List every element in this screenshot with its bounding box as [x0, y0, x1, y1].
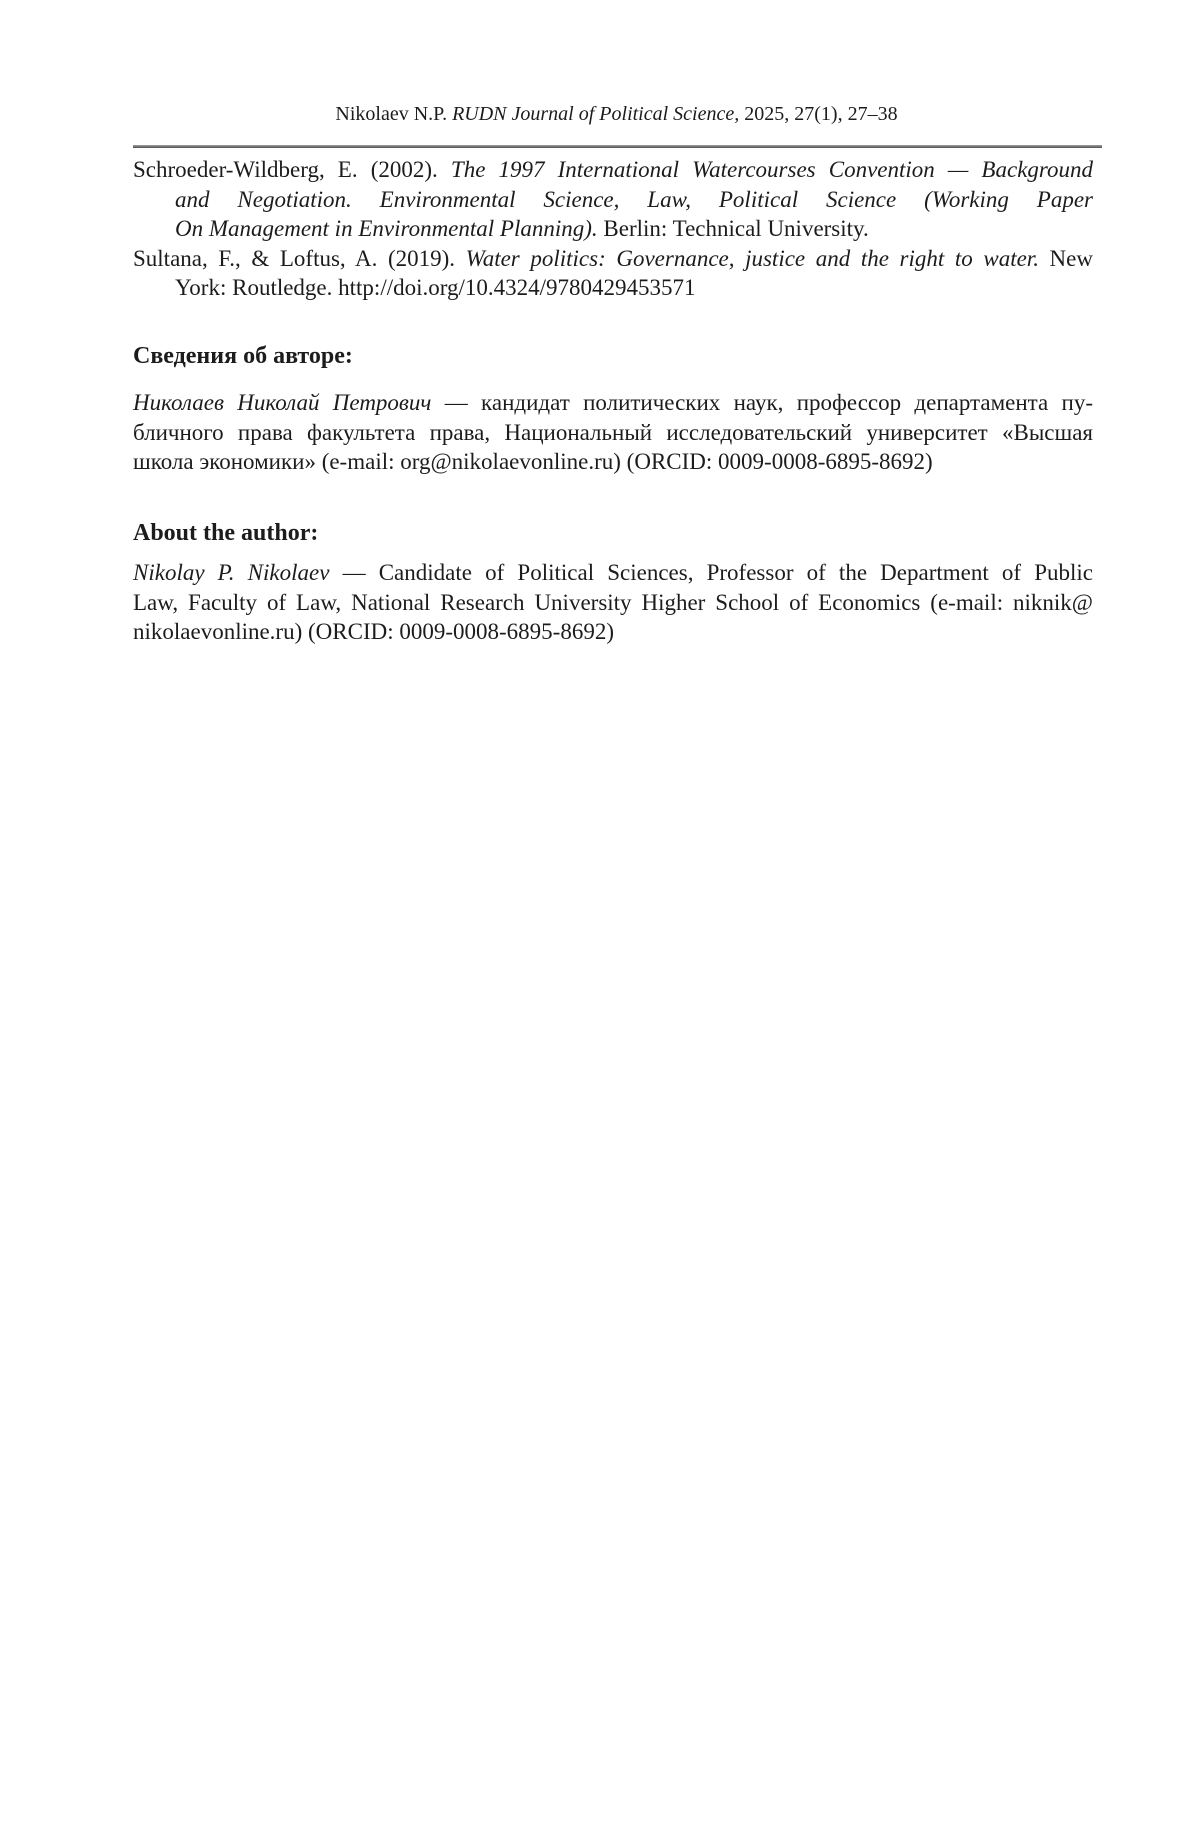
- text-line: Law, Faculty of Law, National Research University Higher School of Economics (e-mail: niknik@: [133, 589, 1093, 615]
- reference-entry: [133, 155, 1093, 244]
- author-bio-ru: [133, 388, 1093, 477]
- references-section: [133, 155, 1093, 303]
- reference-entry: [133, 244, 1093, 303]
- text-line: nikolaevonline.ru) (ORCID: 0009-0008-6895-8692): [133, 619, 615, 644]
- author-info-ru-heading: Сведения об авторе:: [133, 343, 353, 369]
- text-line: Schroeder-Wildberg, E. (2002). The 1997 International Watercourses Convention — Background: [133, 157, 1093, 182]
- running-head: [133, 101, 1100, 127]
- text-line: York: Routledge. http://doi.org/10.4324/9780429453571: [175, 275, 696, 300]
- about-author-heading: About the author:: [133, 520, 319, 546]
- text-line: Nikolay P. Nikolaev — Candidate of Political Sciences, Professor of the Department of Public: [133, 560, 1093, 585]
- text-line: Николаев Николай Петрович — кандидат политических наук, профессор департамента пу-: [133, 390, 1094, 415]
- text-line: школа экономики» (e-mail: org@nikolaevonline.ru) (ORCID: 0009-0008-6895-8692): [133, 449, 933, 474]
- text-line: On Management in Environmental Planning). Berlin: Technical University.: [175, 216, 869, 241]
- text-line: Sultana, F., & Loftus, A. (2019). Water politics: Governance, justice and the right to water. New: [133, 245, 1093, 271]
- text-line: Nikolaev N.P. RUDN Journal of Political Science, 2025, 27(1), 27–38: [335, 103, 898, 125]
- text-line: бличного права факультета права, Национальный исследовательский университет «Высшая: [133, 419, 1093, 445]
- text-line: and Negotiation. Environmental Science, Law, Political Science (Working Paper: [175, 186, 1093, 212]
- header-rule: [133, 145, 1102, 148]
- author-bio-en: [133, 558, 1093, 647]
